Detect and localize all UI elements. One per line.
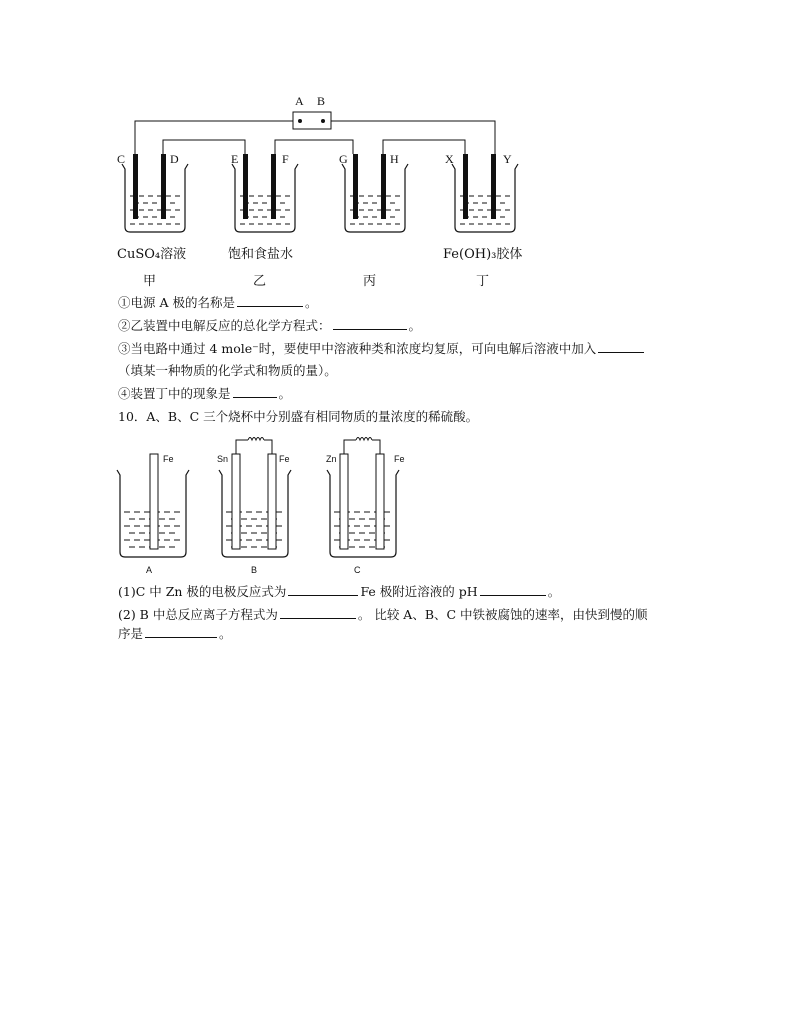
beaker-label-c: C (354, 565, 361, 575)
metal-strip (232, 454, 240, 549)
electrode-label-y: Y (503, 152, 512, 166)
q10-sub-1: (1)C 中 Zn 极的电极反应式为 Fe 极附近溶液的 pH 。 (118, 584, 561, 599)
metal-label-zn: Zn (326, 454, 337, 464)
q10-sub-2: (2) B 中总反应离子方程式为 。 比较 A、B、C 中铁被腐蚀的速率，由快到慢的顺 (118, 607, 648, 622)
electrode-label-x: X (445, 152, 454, 166)
electrode (353, 154, 358, 219)
answer-blank[interactable] (480, 583, 546, 596)
electrode-label-c: C (117, 152, 126, 166)
electrode-label-e: E (231, 152, 239, 166)
cell-name-yi: 乙 (253, 274, 267, 289)
solution-label-ding: Fe(OH)₃胶体 (443, 247, 523, 262)
electrode-label-d: D (170, 152, 179, 166)
answer-blank[interactable] (288, 583, 358, 596)
answer-blank[interactable] (237, 294, 303, 307)
electrode-label-f: F (282, 152, 289, 166)
beaker-label-b: B (251, 565, 258, 575)
q9-item-4: ④装置丁中的现象是 。 (118, 386, 292, 401)
electrode (243, 154, 248, 219)
metal-strip (268, 454, 276, 549)
corrosion-beakers-figure (112, 430, 422, 580)
cell-name-bing: 丙 (363, 274, 377, 289)
metal-label-sn: Sn (217, 454, 229, 464)
electrode (133, 154, 138, 219)
answer-blank[interactable] (598, 340, 644, 353)
q9-item-3: ③当电路中通过 4 mole⁻时，要使甲中溶液种类和浓度均复原，可向电解后溶液中加入 (118, 340, 646, 358)
beaker (232, 164, 298, 232)
q10-stem: 10．A、B、C 三个烧杯中分别盛有相同物质的量浓度的稀硫酸。 (118, 409, 479, 424)
answer-blank[interactable] (280, 606, 356, 619)
beaker (327, 470, 399, 557)
solution-label-yi: 饱和食盐水 (228, 247, 294, 262)
electrode (381, 154, 386, 219)
power-label-b: B (317, 94, 326, 108)
metal-strip (150, 454, 158, 549)
q9-item-1: ①电源 A 极的名称是 。 (118, 295, 318, 310)
electrode-label-g: G (339, 152, 348, 166)
beaker (219, 470, 291, 557)
solution-label-jia: CuSO₄溶液 (117, 247, 187, 262)
answer-blank[interactable] (333, 317, 407, 330)
q10-sub-2-cont: 序是 。 (118, 626, 232, 641)
electrode (463, 154, 468, 219)
answer-blank[interactable] (145, 625, 217, 638)
electrode (491, 154, 496, 219)
coil-wire (356, 438, 372, 441)
coil-wire (248, 438, 264, 441)
metal-label-fe-c: Fe (394, 454, 405, 464)
metal-strip (340, 454, 348, 549)
q9-item-3-note: （填某一种物质的化学式和物质的量）。 (118, 363, 337, 378)
metal-label-fe-b: Fe (279, 454, 290, 464)
electrolysis-cells-figure (110, 92, 540, 292)
beaker (342, 164, 408, 232)
cell-name-jia: 甲 (143, 274, 157, 289)
beaker (452, 164, 518, 232)
electrode (161, 154, 166, 219)
cell-name-ding: 丁 (476, 274, 490, 289)
q9-item-2: ②乙装置中电解反应的总化学方程式： 。 (118, 318, 422, 333)
beaker-label-a: A (146, 565, 153, 575)
power-label-a: A (295, 94, 304, 108)
beaker (122, 164, 188, 232)
metal-label-fe-a: Fe (163, 454, 174, 464)
electrode-label-h: H (390, 152, 399, 166)
answer-blank[interactable] (233, 385, 277, 398)
metal-strip (376, 454, 384, 549)
electrode (271, 154, 276, 219)
